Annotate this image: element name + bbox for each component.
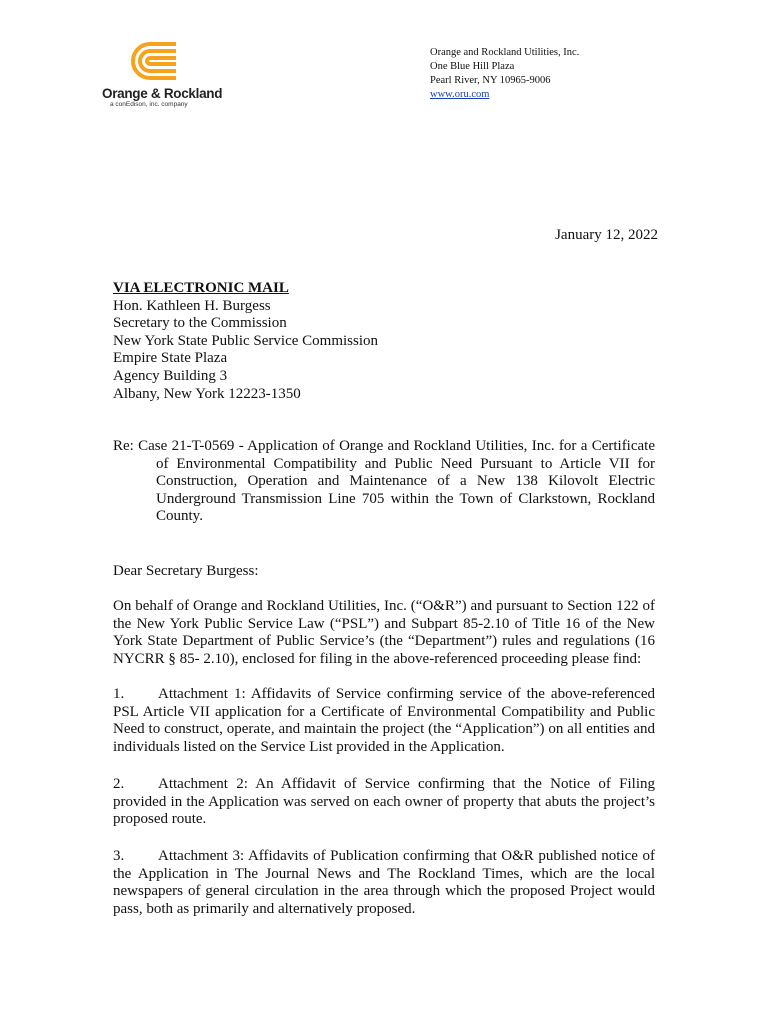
recipient-line: Hon. Kathleen H. Burgess [113,297,271,314]
item-number: 1. [113,686,125,702]
attachment-item [113,776,655,829]
letter-date: January 12, 2022 [555,227,658,243]
salutation: Dear Secretary Burgess: [113,563,259,579]
website-link[interactable]: www.oru.com [430,89,490,100]
company-logo [102,40,223,108]
recipient-line: Empire State Plaza [113,350,228,367]
recipient-line: Agency Building 3 [113,367,228,384]
recipient-line: New York State Public Service Commission [113,332,378,349]
address-line: Orange and Rockland Utilities, Inc. [430,47,580,58]
recipient-block [113,280,378,403]
orange-rockland-logo-icon [128,40,180,82]
address-line: Pearl River, NY 10965-9006 [430,75,551,86]
subject-line: Re: Case 21-T-0569 - Application of Orange and Rockland Utilities, Inc. for a Certificate of Environmental Compatibility and Public Need Pursuant to Article VII for Construction, Operation and Maintenance of a New 138 Kilovolt Electric Underground Transmission Line 705 within the Town of Clarkstown, Rockland County. [113,438,655,525]
logo-company-name: Orange & Rockland [102,86,223,101]
item-text: Attachment 2: An Affidavit of Service confirming that the Notice of Filing provided in the Application was served on each owner of property that abuts the project’s proposed route. [113,776,655,828]
attachment-item [113,686,655,756]
delivery-method: VIA ELECTRONIC MAIL [113,280,289,296]
intro-paragraph: On behalf of Orange and Rockland Utilities, Inc. (“O&R”) and pursuant to Section 122 of the New York Public Service Law (“PSL”) and Subpart 85-2.10 of Title 16 of the New York State Department of Public Service’s (the “Department”) rules and regulations (16 NYCRR § 85- 2.10), enclosed for filing in the above-referenced proceeding please find: [113,598,655,667]
item-text: Attachment 1: Affidavits of Service confirming service of the above-referenced PSL Article VII application for a Certificate of Environmental Compatibility and Public Need to construct, operate, and maintain the project (the “Application”) on all entities and individuals listed on the Service List provided in the Application. [113,686,655,755]
recipient-line: Secretary to the Commission [113,315,287,332]
logo-subtitle: a conEdison, inc. company [110,101,188,108]
item-text: Attachment 3: Affidavits of Publication confirming that O&R published notice of the Application in The Journal News and The Rockland Times, which are the local newspapers of general circulation in the area through which the proposed Project would pass, both as primarily and alternatively proposed. [113,848,655,917]
attachment-item [113,848,655,918]
letterhead-address [430,46,579,102]
item-number: 3. [113,848,125,864]
item-number: 2. [113,776,125,792]
address-line: One Blue Hill Plaza [430,61,515,72]
recipient-line: Albany, New York 12223-1350 [113,385,301,402]
